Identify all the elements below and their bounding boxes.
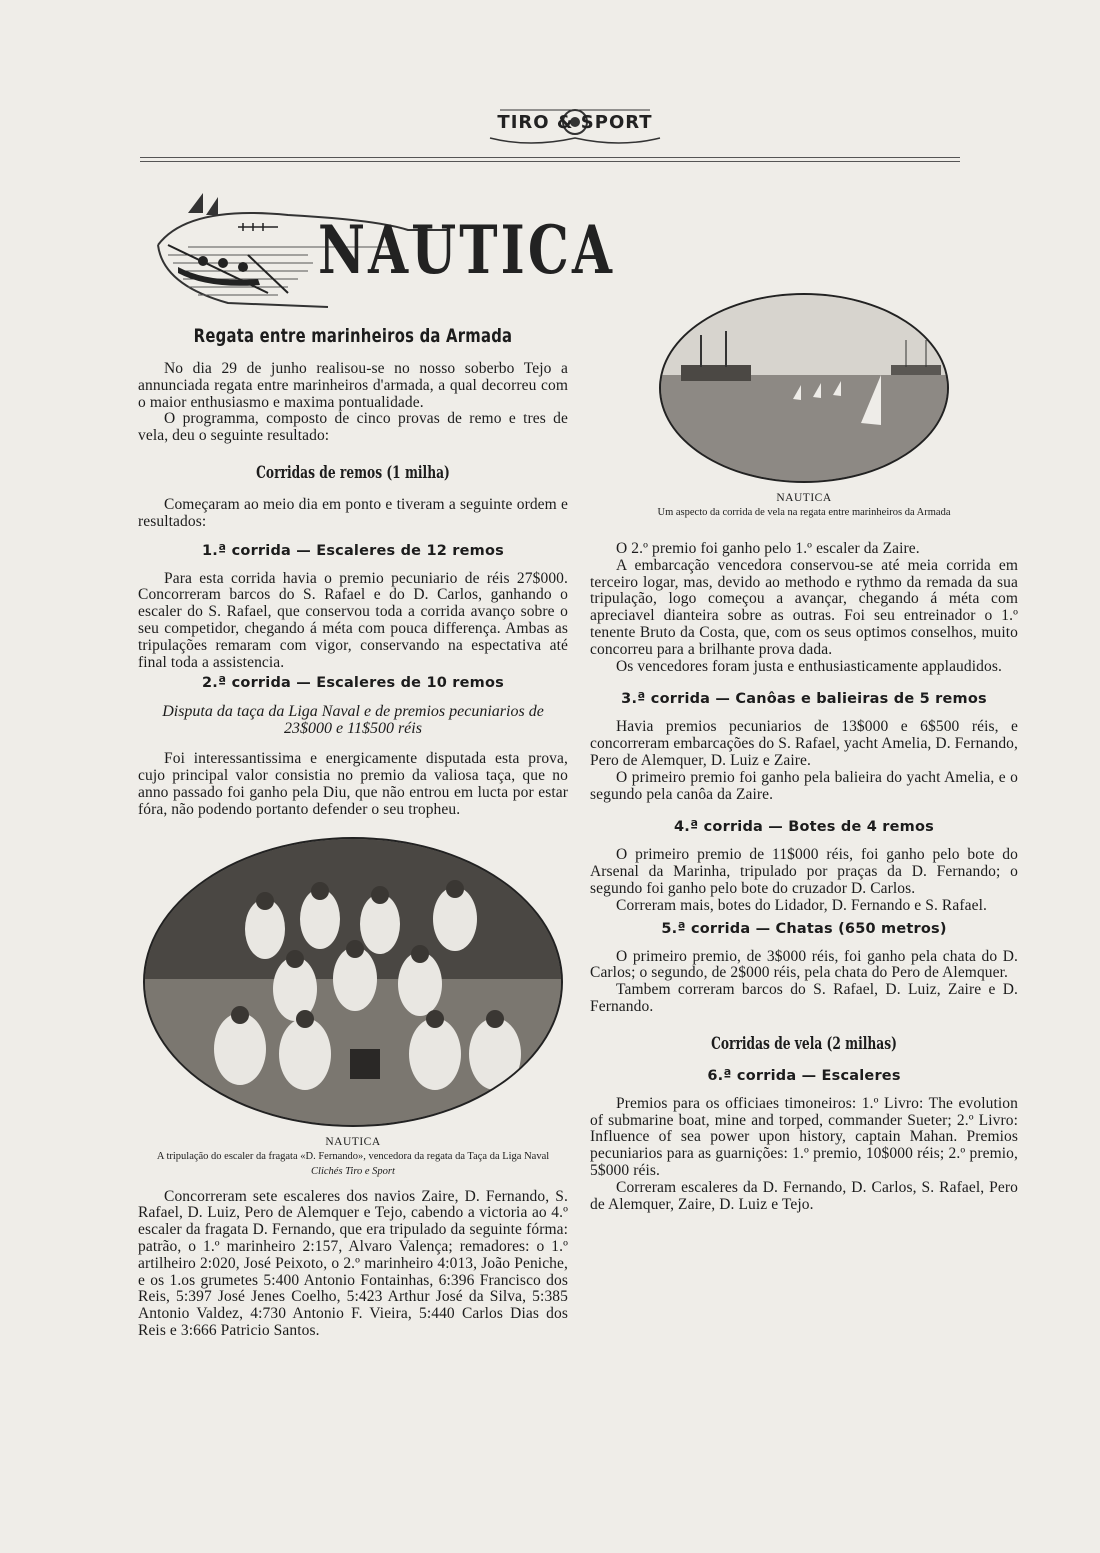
nautica-banner — [148, 175, 616, 315]
race-4-heading: 4.ª corrida — Botes de 4 remos — [674, 819, 934, 836]
race-2-subtitle: Disputa da taça da Liga Naval e de premios pecuniarios de 23$000 e 11$500 réis — [162, 703, 544, 738]
race-2-text: Foi interessantissima e energicamente disputada esta prova, cujo principal valor consistia no premio da valiosa taça, que no anno passado foi ganho pela Diu, que não entrou em lucta por estar fóra, não podendo portanto defender o seu tropheu. — [138, 750, 568, 818]
sailing-photo — [659, 293, 949, 483]
race-6-participants: Correram escaleres da D. Fernando, D. Carlos, S. Rafael, Pero de Alemquer, Zaire, D. Luiz e Tejo. — [590, 1178, 1018, 1213]
race-6-text: Premios para os officiaes timoneiros: 1.º Livro: The evolution of submarine boat, mine and torped, commander Sueter; 2.º Livro: Influence of sea power upon history, captain Mahan. Premios pecuniarios para as guarnições: 1.º premio, 10$000 réis; 2.º premio, 5$000 réis. — [590, 1094, 1018, 1179]
race-5-heading: 5.ª corrida — Chatas (650 metros) — [661, 920, 947, 937]
race-4-others: Correram mais, botes do Lidador, D. Fernando e S. Rafael. — [616, 896, 987, 914]
race-6-heading: 6.ª corrida — Escaleres — [707, 1067, 901, 1084]
sailing-photo-block — [590, 293, 1018, 519]
race-2-description: A embarcação vencedora conservou-se até meia corrida em terceiro logar, mas, devido ao methodo e rythmo da remada da sua tripulação, logo começou a avançar, chegando á méta com apreciavel dianteira sobre as outras. Foi seu entreinador o 1.º tenente Bruto da Costa, que, com os seus optimos conselhos, muito concorreu para a brilhante prova dada. — [590, 556, 1018, 658]
race-1-text: Para esta corrida havia o premio pecuniario de réis 27$000. Concorreram barcos do S. Rafael e do D. Carlos, ganhando o escaler do S. Rafael, que conservou toda a corrida avanço sobre o seu competidor, chegando á méta com pouca differença. Ambas as tripulações remaram com vigor, conservando na espectativa até final toda a assistencia. — [138, 569, 568, 671]
race-3-result: O primeiro premio foi ganho pela balieira do yacht Amelia, e o segundo pela canôa da Zaire. — [590, 768, 1018, 803]
crew-photo — [143, 837, 563, 1127]
article-title: Regata entre marinheiros da Armada — [193, 325, 513, 347]
right-column-continuation-space — [590, 175, 1018, 293]
right-column — [590, 175, 1018, 1213]
crew-photo-label: NAUTICA — [325, 1135, 381, 1148]
race-3-text: Havia premios pecuniarios de 13$000 e 6$500 réis, e concorreram embarcações do S. Rafael, yacht Amelia, D. Fernando, Pero de Alemquer, D. Luiz e Zaire. — [590, 718, 1018, 769]
intro-paragraph-1: No dia 29 de junho realisou-se no nosso soberbo Tejo a annunciada regata entre marinheiros d'armada, a qual decorreu com o maior enthusiasmo e maxima pontualidade. — [138, 360, 568, 411]
sailing-photo-illustration — [661, 295, 949, 483]
race-2-applause: Os vencedores foram justa e enthusiasticamente applaudidos. — [616, 657, 1002, 675]
sailing-photo-caption: Um aspecto da corrida de vela na regata entre marinheiros da Armada — [657, 507, 951, 518]
top-rule-2 — [140, 161, 960, 162]
crew-photo-caption: A tripulação do escaler da fragata «D. Fernando», vencedora da regata da Taça da Liga Naval — [156, 1150, 550, 1162]
masthead-title: TIRO & SPORT — [497, 112, 653, 133]
banner-title: NAUTICA — [318, 211, 616, 289]
section-heading-vela: Corridas de vela (2 milhas) — [711, 1033, 897, 1054]
crew-photo-illustration — [145, 839, 563, 1127]
intro-paragraph-2: O programma, composto de cinco provas de remo e tres de vela, deu o seguinte resultado: — [138, 410, 568, 445]
race-2-crew-text: Concorreram sete escaleres dos navios Zaire, D. Fernando, S. Rafael, D. Luiz, Pero de Alemquer e Tejo, cabendo a victoria ao 4.º escaler da fragata D. Fernando, que era tripulado da seguinte fórma: patrão, o 1.º marinheiro 2:157, Alvaro Valença; remadores: o 1.º artilheiro 2:020, José Peixoto, o 2.º marinheiro 4:013, João Peniche, e os 1.os grumetes 5:400 Antonio Fontainhas, 6:396 Francisco dos Reis, 5:397 José Jenes Coelho, 5:423 Arthur José da Silva, 5:385 Antonio Valdez, 4:730 Antonio F. Vieira, 5:440 Carlos Dias dos Reis e 3:666 Patricio Santos. — [138, 1187, 568, 1339]
crew-photo-credit: Clichés Tiro e Sport — [311, 1165, 395, 1177]
race-1-heading: 1.ª corrida — Escaleres de 12 remos — [202, 542, 504, 559]
race-3-heading: 3.ª corrida — Canôas e balieiras de 5 remos — [621, 691, 987, 708]
top-rule — [140, 157, 960, 158]
race-5-others: Tambem correram barcos do S. Rafael, D. Luiz, Zaire e D. Fernando. — [590, 981, 1018, 1015]
sailing-photo-label: NAUTICA — [776, 492, 832, 504]
left-column — [138, 175, 616, 1340]
second-prize-text: O 2.º premio foi ganho pelo 1.º escaler da Zaire. — [616, 540, 920, 557]
race-4-text: O primeiro premio de 11$000 réis, foi ganho pelo bote do Arsenal da Marinha, tripulado por praças da D. Fernando; o segundo foi ganho pelo bote do cruzador D. Carlos. — [590, 846, 1018, 897]
masthead — [470, 100, 680, 150]
race-5-text: O primeiro premio, de 3$000 réis, foi ganho pela chata do D. Carlos; o segundo, de 2$000 réis, pela chata do Pero de Alemquer. — [590, 947, 1018, 982]
section-heading-remos: Corridas de remos (1 milha) — [256, 462, 450, 483]
race-2-heading: 2.ª corrida — Escaleres de 10 remos — [202, 675, 504, 692]
remo-intro: Começaram ao meio dia em ponto e tiveram a seguinte ordem e resultados: — [138, 495, 568, 530]
crew-photo-block — [138, 837, 568, 1177]
